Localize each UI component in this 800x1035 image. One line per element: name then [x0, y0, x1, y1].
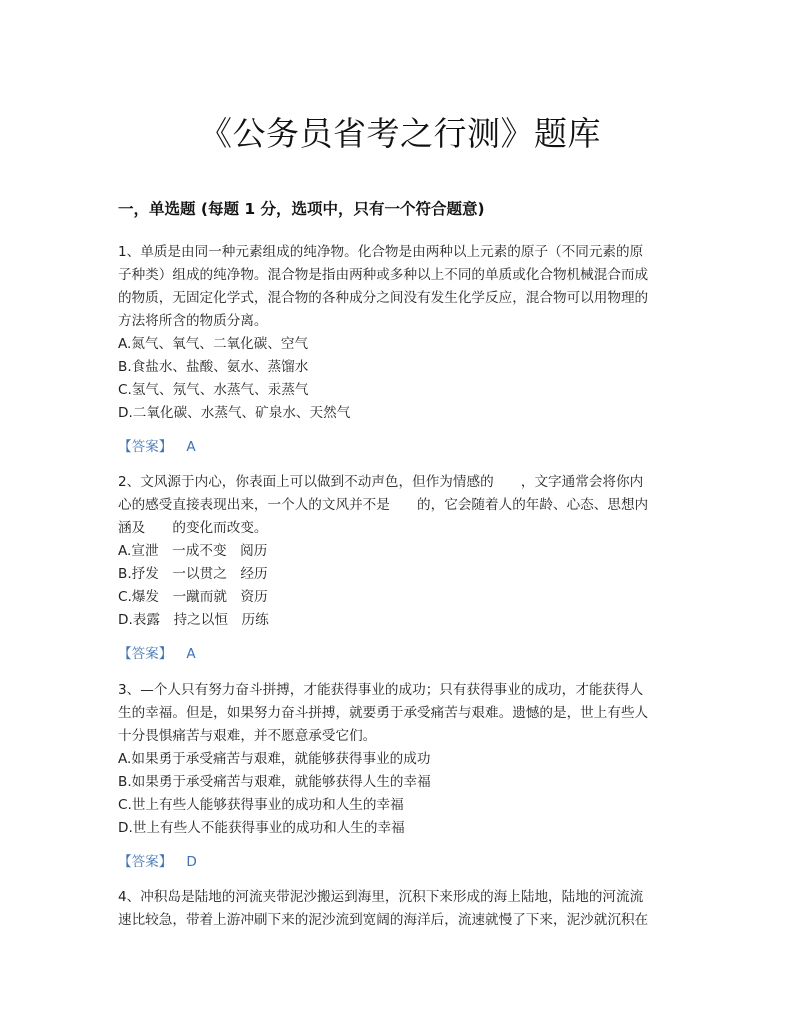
question-stem-line: 的物质，无固定化学式，混合物的各种成分之间没有发生化学反应，混合物可以用物理的	[118, 290, 649, 306]
question-4	[118, 886, 684, 932]
question-1	[118, 241, 684, 425]
option-b: B.食盐水、盐酸、氨水、蒸馏水	[118, 359, 309, 375]
option-c: C.爆发 一蹴而就 资历	[118, 589, 268, 605]
answer-value: D	[186, 854, 197, 870]
question-stem-line: 2、文风源于内心，你表面上可以做到不动声色，但作为情感的 ，文字通常会将你内	[118, 474, 644, 490]
answer-label: 【答案】	[118, 439, 173, 455]
option-d: D.二氧化碳、水蒸气、矿泉水、天然气	[118, 405, 351, 421]
question-stem-line: 子种类）组成的纯净物。混合物是指由两种或多种以上不同的单质或化合物机械混合而成	[118, 267, 649, 283]
option-d: D.表露 持之以恒 历练	[118, 612, 269, 628]
option-c: C.氢气、氖气、水蒸气、汞蒸气	[118, 382, 309, 398]
answer-value: A	[186, 646, 196, 662]
option-a: A.宣泄 一成不变 阅历	[118, 543, 268, 559]
question-stem-line: 1、单质是由同一种元素组成的纯净物。化合物是由两种以上元素的原子（不同元素的原	[118, 244, 644, 260]
question-stem-line: 3、—个人只有努力奋斗拼搏，才能获得事业的成功；只有获得事业的成功，才能获得人	[118, 682, 644, 698]
question-stem-line: 方法将所含的物质分离。	[118, 313, 268, 329]
answer-2	[118, 643, 684, 666]
option-a: A.氮气、氧气、二氧化碳、空气	[118, 336, 309, 352]
option-d: D.世上有些人不能获得事业的成功和人生的幸福	[118, 820, 405, 836]
question-stem-line: 十分畏惧痛苦与艰难，并不愿意承受它们。	[118, 728, 377, 744]
question-stem-line: 涵及 的变化而改变。	[118, 520, 268, 536]
question-3	[118, 679, 684, 840]
option-c: C.世上有些人能够获得事业的成功和人生的幸福	[118, 797, 404, 813]
question-stem-line: 心的感受直接表现出来，一个人的文风并不是 的，它会随着人的年龄、心态、思想内	[118, 497, 649, 513]
question-stem-line: 4、冲积岛是陆地的河流夹带泥沙搬运到海里，沉积下来形成的海上陆地，陆地的河流流	[118, 889, 644, 905]
document-title: 《公务员省考之行测》题库	[199, 114, 601, 153]
question-2	[118, 471, 684, 632]
option-a: A.如果勇于承受痛苦与艰难，就能够获得事业的成功	[118, 751, 431, 767]
question-stem-line: 速比较急，带着上游冲刷下来的泥沙流到宽阔的海洋后，流速就慢了下来，泥沙就沉积在	[118, 912, 649, 928]
answer-label: 【答案】	[118, 646, 173, 662]
question-stem-line: 生的幸福。但是，如果努力奋斗拼搏，就要勇于承受痛苦与艰难。遗憾的是，世上有些人	[118, 705, 649, 721]
answer-3	[118, 851, 684, 874]
answer-1	[118, 436, 684, 459]
section-heading: 一，单选题 (每题 1 分，选项中，只有一个符合题意)	[118, 200, 485, 218]
answer-label: 【答案】	[118, 854, 173, 870]
option-b: B.如果勇于承受痛苦与艰难，就能够获得人生的幸福	[118, 774, 431, 790]
answer-value: A	[186, 439, 196, 455]
option-b: B.抒发 一以贯之 经历	[118, 566, 268, 582]
